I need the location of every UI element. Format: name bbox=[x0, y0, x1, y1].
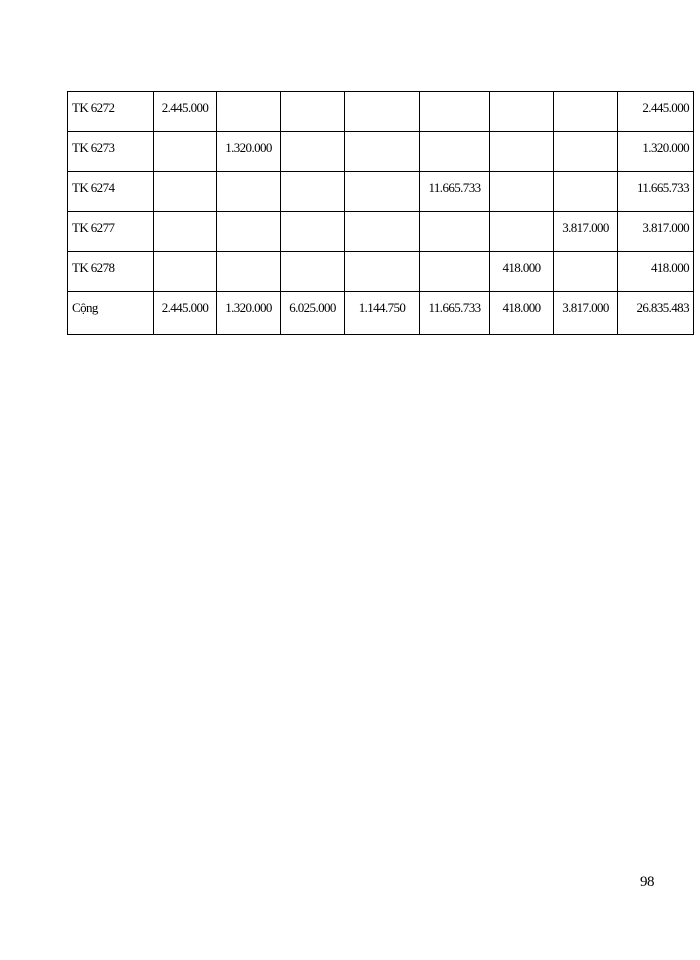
table-cell bbox=[281, 212, 345, 252]
table-row-total bbox=[68, 292, 694, 335]
table-row bbox=[68, 172, 694, 212]
row-label: TK 6274 bbox=[68, 172, 154, 212]
table-row bbox=[68, 212, 694, 252]
row-total-cell: 11.665.733 bbox=[618, 172, 694, 212]
table-cell bbox=[217, 172, 281, 212]
table-cell bbox=[154, 212, 217, 252]
table-row bbox=[68, 252, 694, 292]
table-cell bbox=[345, 92, 420, 132]
page-number: 98 bbox=[640, 874, 654, 890]
row-total-cell: 2.445.000 bbox=[618, 92, 694, 132]
table-cell: 3.817.000 bbox=[554, 212, 618, 252]
table-cell bbox=[281, 92, 345, 132]
row-label: TK 6277 bbox=[68, 212, 154, 252]
table-row bbox=[68, 92, 694, 132]
table-cell: 2.445.000 bbox=[154, 92, 217, 132]
table-cell bbox=[490, 172, 554, 212]
row-total-cell: 3.817.000 bbox=[618, 212, 694, 252]
row-label: TK 6273 bbox=[68, 132, 154, 172]
table-cell bbox=[554, 252, 618, 292]
table-cell: 2.445.000 bbox=[154, 292, 217, 335]
table-cell: 418.000 bbox=[490, 292, 554, 335]
table-cell bbox=[154, 252, 217, 292]
table-cell bbox=[345, 132, 420, 172]
table-cell bbox=[345, 172, 420, 212]
table-cell bbox=[490, 132, 554, 172]
table-cell bbox=[154, 172, 217, 212]
cost-allocation-table bbox=[67, 91, 694, 335]
table-cell bbox=[217, 92, 281, 132]
table-cell bbox=[154, 132, 217, 172]
table-cell: 1.144.750 bbox=[345, 292, 420, 335]
row-label: TK 6278 bbox=[68, 252, 154, 292]
table-cell: 6.025.000 bbox=[281, 292, 345, 335]
table-cell bbox=[217, 252, 281, 292]
grand-total-cell: 26.835.483 bbox=[618, 292, 694, 335]
row-label: TK 6272 bbox=[68, 92, 154, 132]
row-label: Cộng bbox=[68, 292, 154, 335]
table-cell bbox=[420, 132, 490, 172]
table-cell: 418.000 bbox=[490, 252, 554, 292]
table-cell bbox=[217, 212, 281, 252]
table-cell: 11.665.733 bbox=[420, 172, 490, 212]
table-cell bbox=[490, 92, 554, 132]
table-cell: 3.817.000 bbox=[554, 292, 618, 335]
table-cell bbox=[345, 212, 420, 252]
table-cell bbox=[281, 132, 345, 172]
table-cell bbox=[420, 252, 490, 292]
row-total-cell: 1.320.000 bbox=[618, 132, 694, 172]
table-cell bbox=[345, 252, 420, 292]
row-total-cell: 418.000 bbox=[618, 252, 694, 292]
table-cell bbox=[420, 92, 490, 132]
table-cell bbox=[490, 212, 554, 252]
table-cell bbox=[554, 92, 618, 132]
table-cell bbox=[281, 252, 345, 292]
table-cell bbox=[554, 132, 618, 172]
table-row bbox=[68, 132, 694, 172]
table-cell: 11.665.733 bbox=[420, 292, 490, 335]
table-cell: 1.320.000 bbox=[217, 292, 281, 335]
table-cell bbox=[420, 212, 490, 252]
table-cell bbox=[281, 172, 345, 212]
table-cell: 1.320.000 bbox=[217, 132, 281, 172]
table-cell bbox=[554, 172, 618, 212]
